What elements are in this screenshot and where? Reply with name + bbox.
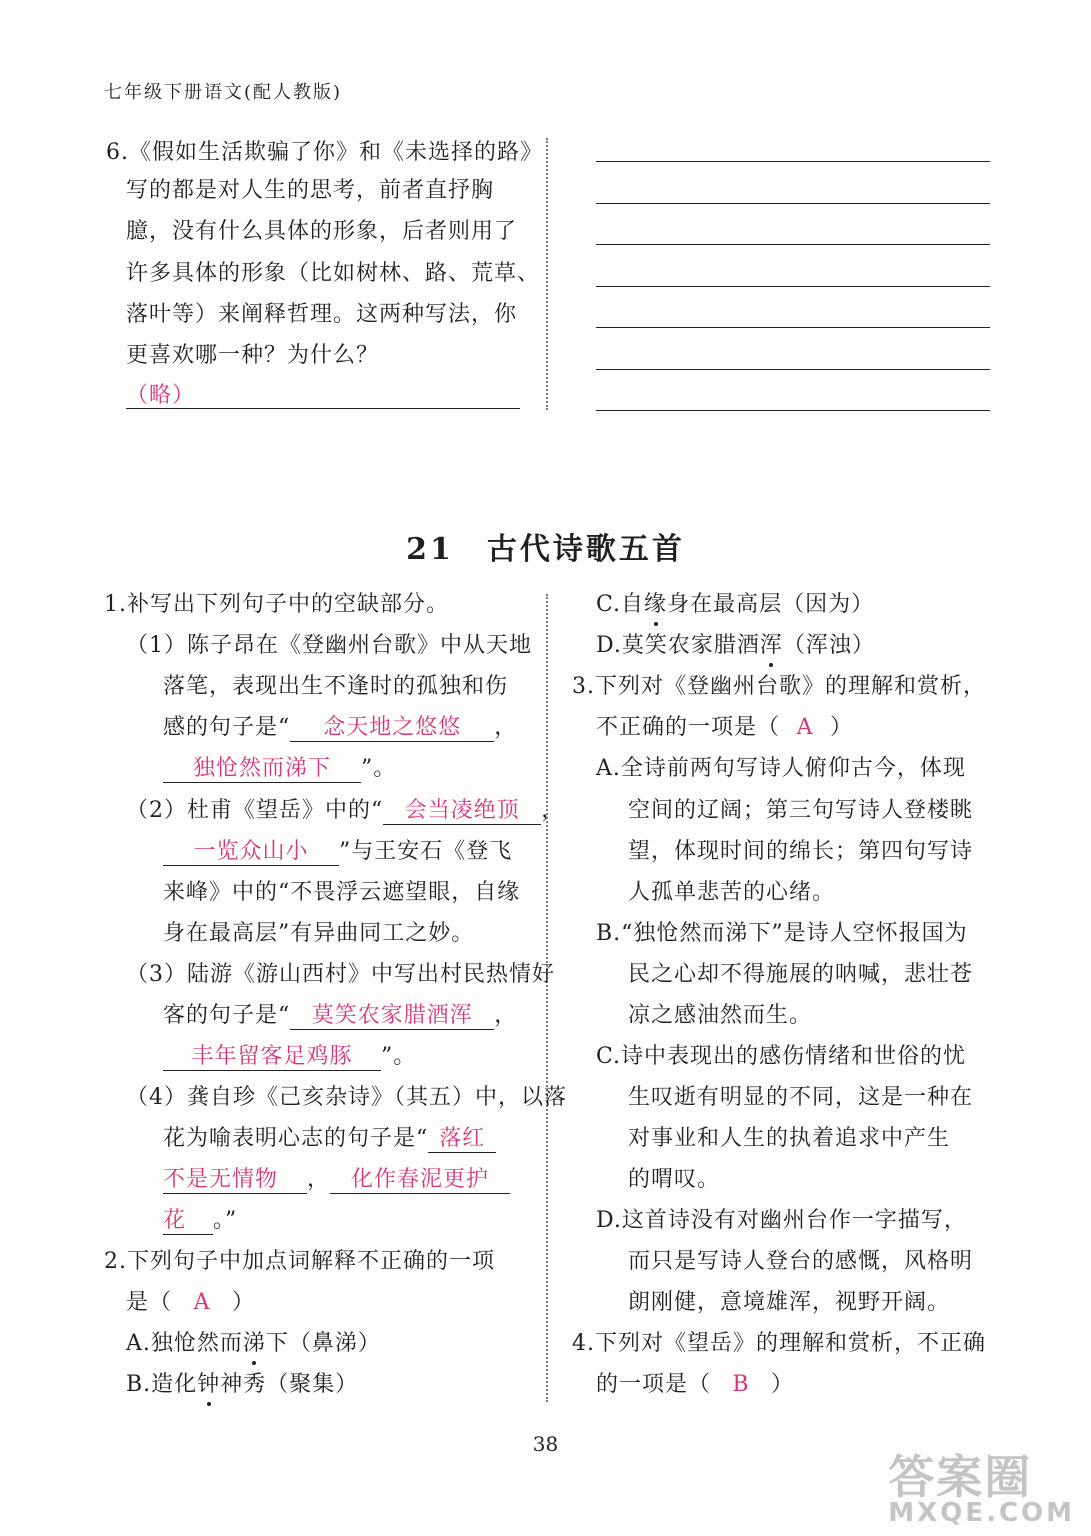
q1-1-prefix: 感的句子是“ bbox=[163, 715, 291, 740]
q2-prefix: 是（ bbox=[126, 1290, 173, 1315]
writing-line bbox=[596, 203, 990, 204]
q2-answer: A bbox=[193, 1290, 211, 1315]
q1-stem: 1.补写出下列句子中的空缺部分。 bbox=[104, 592, 449, 617]
q1-1-answer-1: 念天地之悠悠 bbox=[290, 715, 494, 742]
q1-4-answer-1b: 不是无情物 bbox=[163, 1167, 307, 1194]
q3-line-2 bbox=[596, 713, 853, 743]
q3-option-c-line-3: 对事业和人生的执着追求中产生 bbox=[628, 1126, 951, 1151]
q3-option-c-line-2: 生叹逝有明显的不同，这是一种在 bbox=[628, 1085, 974, 1110]
q1-4-line-3 bbox=[163, 1165, 510, 1195]
writing-line bbox=[596, 369, 990, 370]
q3-option-d-line-1: D.这首诗没有对幽州台作一字描写， bbox=[596, 1208, 967, 1233]
q1-4-answer-2a: 化作春泥更护 bbox=[330, 1167, 510, 1194]
q1-4-answer-2b: 花 bbox=[163, 1208, 213, 1235]
q3-option-b-line-3: 凉之感油然而生。 bbox=[628, 1003, 813, 1028]
q3-line-1: 3.下列对《登幽州台歌》的理解和赏析， bbox=[572, 674, 986, 699]
q2-option-a-text: A.独怆然而 bbox=[126, 1331, 243, 1356]
q2-line-2 bbox=[126, 1288, 255, 1318]
writing-line bbox=[596, 410, 990, 411]
q6-answer: （略） bbox=[126, 383, 196, 408]
writing-line bbox=[596, 327, 990, 328]
q2-option-c-gloss: 身在最高层（因为） bbox=[667, 592, 875, 617]
q1-3-line-2 bbox=[163, 1001, 517, 1031]
q1-3-end: ”。 bbox=[381, 1044, 417, 1069]
q2-option-b-dotted-char: 钟 bbox=[197, 1370, 220, 1400]
watermark-text: 答案圈 bbox=[888, 1450, 1033, 1504]
q1-3-answer-2: 丰年留客足鸡豚 bbox=[163, 1044, 381, 1071]
q6-line-1: 6.《假如生活欺骗了你》和《未选择的路》 bbox=[106, 140, 543, 165]
q1-2-answer-1: 会当凌绝顶 bbox=[383, 798, 541, 825]
q1-2-line-2 bbox=[163, 837, 512, 867]
section-title: 21 古代诗歌五首 bbox=[406, 532, 685, 567]
q1-1-answer-2: 独怆然而涕下 bbox=[163, 756, 361, 783]
q1-4-line-4 bbox=[163, 1206, 237, 1236]
q6-line-2: 写的都是对人生的思考，前者直抒胸 bbox=[126, 178, 495, 203]
q1-4-end: 。” bbox=[213, 1208, 238, 1233]
q2-option-b-gloss: 神秀（聚集） bbox=[220, 1372, 359, 1397]
q2-option-a-dotted-char: 涕 bbox=[243, 1329, 266, 1359]
q2-option-a bbox=[126, 1329, 381, 1359]
q3-option-a-line-2: 空间的辽阔；第三句写诗人登楼眺 bbox=[628, 798, 974, 823]
q1-3-comma: ， bbox=[494, 1003, 518, 1028]
q1-2-line-4: 身在最高层”有异曲同工之妙。 bbox=[163, 921, 475, 946]
q1-3-line-1: （3）陆游《游山西村》中写出村民热情好 bbox=[126, 962, 555, 987]
page-header: 七年级下册语文(配人教版) bbox=[104, 82, 343, 103]
q1-4-answer-1a: 落红 bbox=[428, 1126, 496, 1153]
q3-prefix: 不正确的一项是（ bbox=[596, 715, 781, 740]
q3-option-b-line-2: 民之心却不得施展的呐喊，悲壮苍 bbox=[628, 962, 974, 987]
writing-line bbox=[596, 244, 990, 245]
q4-line-1: 4.下列对《望岳》的理解和赏析，不正确 bbox=[572, 1331, 986, 1356]
page-number: 38 bbox=[532, 1432, 559, 1456]
q3-option-a-line-4: 人孤单悲苦的心绪。 bbox=[628, 880, 836, 905]
q3-option-d-line-2: 而只是写诗人登台的感慨，风格明 bbox=[628, 1249, 974, 1274]
watermark-logo bbox=[888, 1450, 1075, 1528]
q2-option-c bbox=[596, 590, 874, 620]
q3-option-d-line-3: 朗刚健，意境雄浑，视野开阔。 bbox=[628, 1290, 951, 1315]
q1-1-comma: ， bbox=[494, 715, 518, 740]
q3-answer: A bbox=[796, 715, 814, 740]
q3-option-c-line-1: C.诗中表现出的感伤情绪和世俗的忧 bbox=[596, 1044, 967, 1069]
q4-answer: B bbox=[732, 1372, 750, 1397]
q1-3-prefix: 客的句子是“ bbox=[163, 1003, 291, 1028]
q6-line-5: 落叶等）来阐释哲理。这两种写法，你 bbox=[126, 302, 518, 327]
column-divider-top bbox=[546, 138, 548, 410]
writing-line bbox=[596, 161, 990, 162]
q2-line-1: 2.下列句子中加点词解释不正确的一项 bbox=[104, 1249, 495, 1274]
q3-option-a-line-3: 望，体现时间的绵长；第四句写诗 bbox=[628, 839, 974, 864]
q3-suffix: ） bbox=[830, 715, 854, 740]
q2-option-b bbox=[126, 1370, 358, 1400]
writing-line bbox=[596, 286, 990, 287]
watermark-url: MXQE.COM bbox=[888, 1498, 1075, 1528]
q6-answer-underline bbox=[126, 408, 520, 409]
q1-1-line-3 bbox=[163, 713, 517, 743]
q1-1-end: ”。 bbox=[361, 756, 397, 781]
q1-2-suffix: ”与王安石《登飞 bbox=[339, 839, 513, 864]
q4-suffix: ） bbox=[771, 1372, 795, 1397]
q2-option-d bbox=[596, 631, 875, 661]
q4-prefix: 的一项是（ bbox=[596, 1372, 712, 1397]
q2-option-d-gloss: （浑浊） bbox=[782, 633, 875, 658]
q1-1-line-4 bbox=[163, 754, 396, 784]
q1-2-line-1 bbox=[126, 796, 564, 826]
q2-suffix: ） bbox=[232, 1290, 256, 1315]
q2-option-b-text: B.造化 bbox=[126, 1372, 198, 1397]
q1-4-comma: ， bbox=[307, 1167, 331, 1192]
q1-2-prefix: （2）杜甫《望岳》中的“ bbox=[126, 798, 384, 823]
q2-option-c-text: C.自 bbox=[596, 592, 645, 617]
q6-line-3: 臆，没有什么具体的形象，后者则用了 bbox=[126, 219, 518, 244]
q1-4-line-2 bbox=[163, 1124, 496, 1154]
q3-option-a-line-1: A.全诗前两句写诗人俯仰古今，体现 bbox=[596, 756, 966, 781]
column-divider-bottom bbox=[546, 594, 548, 1402]
q6-line-4: 许多具体的形象（比如树林、路、荒草、 bbox=[126, 261, 541, 286]
q4-line-2 bbox=[596, 1370, 794, 1400]
q1-3-answer-1: 莫笑农家腊酒浑 bbox=[290, 1003, 494, 1030]
q1-4-prefix: 花为喻表明心志的句子是“ bbox=[163, 1126, 429, 1151]
q2-option-d-text: D.莫笑农家腊酒 bbox=[596, 633, 760, 658]
q1-1-line-2: 落笔，表现出生不逢时的孤独和伤 bbox=[163, 674, 509, 699]
q1-2-line-3: 来峰》中的“不畏浮云遮望眼，自缘 bbox=[163, 880, 521, 905]
q1-1-line-1: （1）陈子昂在《登幽州台歌》中从天地 bbox=[126, 633, 532, 658]
q2-option-a-gloss: 下（鼻涕） bbox=[265, 1331, 381, 1356]
q3-option-c-line-4: 的喟叹。 bbox=[628, 1167, 721, 1192]
q2-option-d-dotted-char: 浑 bbox=[760, 631, 783, 661]
q1-3-line-3 bbox=[163, 1042, 416, 1072]
q3-option-b-line-1: B.“独怆然而涕下”是诗人空怀报国为 bbox=[596, 921, 968, 946]
q2-option-c-dotted-char: 缘 bbox=[644, 590, 667, 620]
q6-line-6: 更喜欢哪一种？为什么？ bbox=[126, 343, 380, 368]
q1-2-answer-2: 一览众山小 bbox=[163, 839, 339, 866]
q1-4-line-1: （4）龚自珍《己亥杂诗》（其五）中，以落 bbox=[126, 1085, 567, 1110]
q1-2-comma: ， bbox=[541, 798, 565, 823]
